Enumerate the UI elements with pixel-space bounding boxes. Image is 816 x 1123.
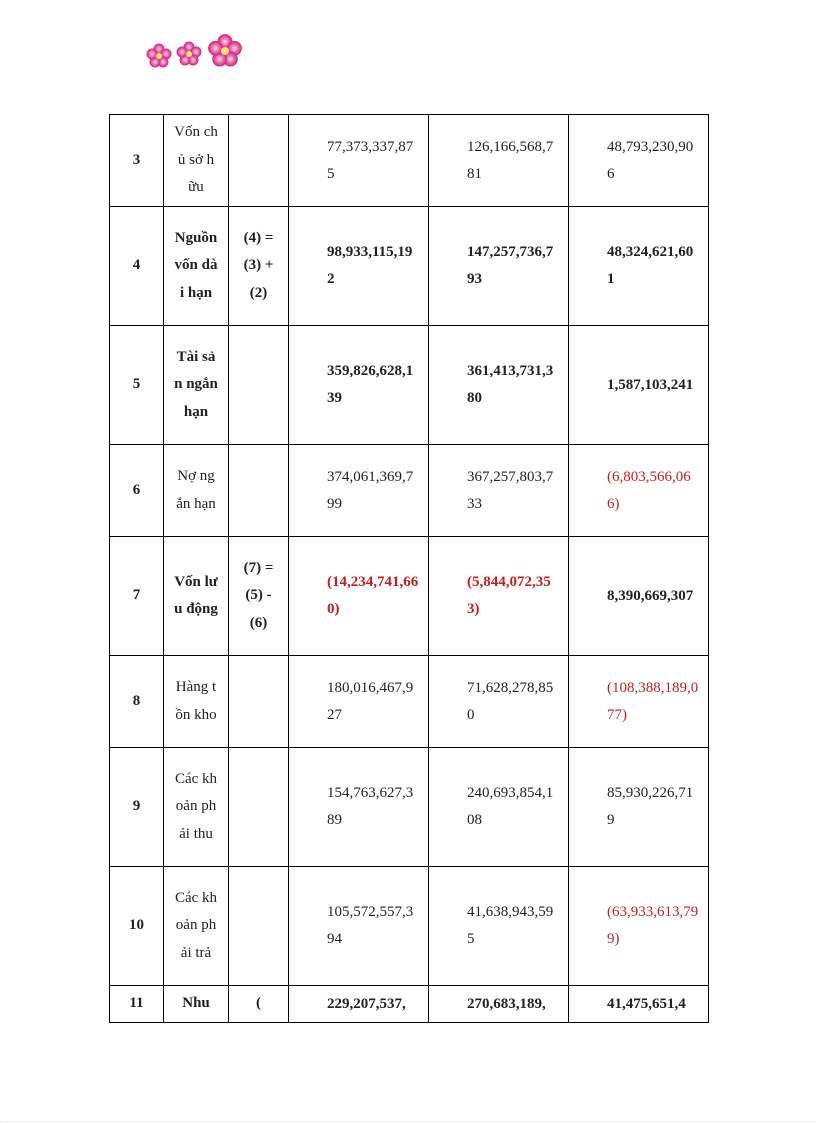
value-cell-2 bbox=[429, 115, 569, 207]
item-name-cell bbox=[164, 326, 229, 445]
row-number-cell-text: 3 bbox=[132, 151, 141, 168]
value-cell-2-text: 41,638,943,595 bbox=[467, 904, 554, 947]
financial-table bbox=[109, 114, 709, 1023]
value-cell-2-text: 240,693,854,108 bbox=[467, 785, 554, 828]
item-name-cell-text: Tài sản ngắn hạn bbox=[174, 348, 218, 420]
value-cell-3 bbox=[569, 537, 709, 656]
value-cell-2 bbox=[429, 656, 569, 748]
table-row bbox=[110, 986, 709, 1023]
value-cell-3-text: (63,933,613,799) bbox=[607, 904, 699, 947]
item-name-cell bbox=[164, 537, 229, 656]
value-cell-3 bbox=[569, 748, 709, 867]
item-name-cell bbox=[164, 748, 229, 867]
flower-decoration bbox=[143, 32, 248, 72]
value-cell-2 bbox=[429, 207, 569, 326]
formula-cell-text: ( bbox=[256, 995, 261, 1012]
row-number-cell bbox=[110, 326, 164, 445]
flower-icon bbox=[147, 44, 172, 68]
value-cell-1 bbox=[289, 115, 429, 207]
item-name-cell-text: Hàng tồn kho bbox=[175, 679, 217, 723]
table-row bbox=[110, 445, 709, 537]
formula-cell-text: (4) = (3) + (2) bbox=[243, 229, 274, 301]
row-number-cell bbox=[110, 445, 164, 537]
row-number-cell-text: 6 bbox=[132, 481, 141, 498]
value-cell-1 bbox=[289, 656, 429, 748]
row-number-cell-text: 7 bbox=[132, 587, 141, 604]
table-row bbox=[110, 748, 709, 867]
formula-cell bbox=[229, 326, 289, 445]
item-name-cell-text: Các khoản phải thu bbox=[174, 770, 218, 842]
item-name-cell-text: Vốn chủ sở hữu bbox=[174, 124, 218, 196]
formula-cell bbox=[229, 115, 289, 207]
row-number-cell bbox=[110, 537, 164, 656]
row-number-cell-text: 4 bbox=[132, 257, 141, 274]
row-number-cell bbox=[110, 115, 164, 207]
row-number-cell bbox=[110, 207, 164, 326]
value-cell-3-text: (6,803,566,066) bbox=[607, 468, 691, 512]
item-name-cell bbox=[164, 867, 229, 986]
table-row bbox=[110, 115, 709, 207]
row-number-cell-text: 9 bbox=[132, 798, 141, 815]
formula-cell bbox=[229, 207, 289, 326]
value-cell-3-text: 48,324,621,601 bbox=[607, 244, 694, 287]
row-number-cell bbox=[110, 986, 164, 1023]
item-name-cell bbox=[164, 445, 229, 537]
value-cell-1-text: 180,016,467,927 bbox=[327, 679, 414, 723]
value-cell-1-text: 154,763,627,389 bbox=[327, 785, 414, 828]
formula-cell-text: (7) = (5) - (6) bbox=[243, 559, 274, 631]
row-number-cell-text: 10 bbox=[129, 917, 144, 934]
value-cell-1-text: (14,234,741,660) bbox=[327, 574, 419, 617]
value-cell-1-text: 105,572,557,394 bbox=[327, 904, 414, 947]
row-number-cell-text: 5 bbox=[132, 376, 141, 393]
value-cell-1-text: 77,373,337,875 bbox=[327, 138, 414, 182]
value-cell-2 bbox=[429, 867, 569, 986]
flower-icon bbox=[208, 34, 242, 66]
value-cell-3 bbox=[569, 986, 709, 1023]
value-cell-3-text: 8,390,669,307 bbox=[607, 587, 694, 604]
value-cell-1 bbox=[289, 748, 429, 867]
table-row bbox=[110, 656, 709, 748]
formula-cell bbox=[229, 537, 289, 656]
flower-icon bbox=[177, 42, 202, 66]
value-cell-3-text: 48,793,230,906 bbox=[607, 138, 694, 182]
item-name-cell-text: Nợ ngắn hạn bbox=[176, 468, 216, 512]
formula-cell bbox=[229, 445, 289, 537]
value-cell-2 bbox=[429, 748, 569, 867]
item-name-cell-text: Nguồn vốn dài hạn bbox=[174, 229, 218, 301]
item-name-cell bbox=[164, 115, 229, 207]
table-row bbox=[110, 537, 709, 656]
value-cell-2-text: 147,257,736,793 bbox=[467, 244, 554, 287]
item-name-cell-text: Vốn lưu động bbox=[174, 573, 218, 617]
item-name-cell-text: Nhu bbox=[182, 995, 210, 1012]
item-name-cell bbox=[164, 207, 229, 326]
value-cell-2-text: (5,844,072,353) bbox=[467, 574, 551, 617]
item-name-cell bbox=[164, 656, 229, 748]
value-cell-1 bbox=[289, 445, 429, 537]
table-row bbox=[110, 207, 709, 326]
value-cell-2 bbox=[429, 537, 569, 656]
value-cell-2-text: 270,683,189, bbox=[467, 995, 546, 1012]
value-cell-1-text: 359,826,628,139 bbox=[327, 363, 414, 406]
table-row bbox=[110, 326, 709, 445]
row-number-cell bbox=[110, 867, 164, 986]
formula-cell bbox=[229, 867, 289, 986]
value-cell-2-text: 367,257,803,733 bbox=[467, 468, 554, 512]
value-cell-1 bbox=[289, 986, 429, 1023]
value-cell-3 bbox=[569, 115, 709, 207]
value-cell-1 bbox=[289, 537, 429, 656]
value-cell-3-text: 85,930,226,719 bbox=[607, 785, 694, 828]
value-cell-3 bbox=[569, 656, 709, 748]
page-bottom-rule bbox=[0, 1121, 816, 1122]
value-cell-1-text: 374,061,369,799 bbox=[327, 468, 414, 512]
value-cell-3 bbox=[569, 867, 709, 986]
value-cell-1-text: 229,207,537, bbox=[327, 995, 406, 1012]
value-cell-3-text: 1,587,103,241 bbox=[607, 376, 694, 393]
item-name-cell-text: Các khoản phải trả bbox=[174, 889, 218, 961]
item-name-cell bbox=[164, 986, 229, 1023]
value-cell-3-text: 41,475,651,4 bbox=[607, 995, 686, 1012]
value-cell-2-text: 71,628,278,850 bbox=[467, 679, 554, 723]
value-cell-1 bbox=[289, 867, 429, 986]
formula-cell bbox=[229, 986, 289, 1023]
value-cell-2-text: 361,413,731,380 bbox=[467, 363, 554, 406]
value-cell-1-text: 98,933,115,192 bbox=[327, 244, 413, 287]
row-number-cell-text: 8 bbox=[132, 692, 141, 709]
value-cell-3-text: (108,388,189,077) bbox=[607, 679, 699, 723]
row-number-cell-text: 11 bbox=[129, 995, 144, 1012]
value-cell-3 bbox=[569, 207, 709, 326]
value-cell-2 bbox=[429, 445, 569, 537]
value-cell-3 bbox=[569, 445, 709, 537]
value-cell-1 bbox=[289, 326, 429, 445]
value-cell-2 bbox=[429, 326, 569, 445]
value-cell-1 bbox=[289, 207, 429, 326]
formula-cell bbox=[229, 656, 289, 748]
value-cell-2 bbox=[429, 986, 569, 1023]
value-cell-3 bbox=[569, 326, 709, 445]
value-cell-2-text: 126,166,568,781 bbox=[467, 138, 554, 182]
formula-cell bbox=[229, 748, 289, 867]
row-number-cell bbox=[110, 656, 164, 748]
row-number-cell bbox=[110, 748, 164, 867]
table-row bbox=[110, 867, 709, 986]
